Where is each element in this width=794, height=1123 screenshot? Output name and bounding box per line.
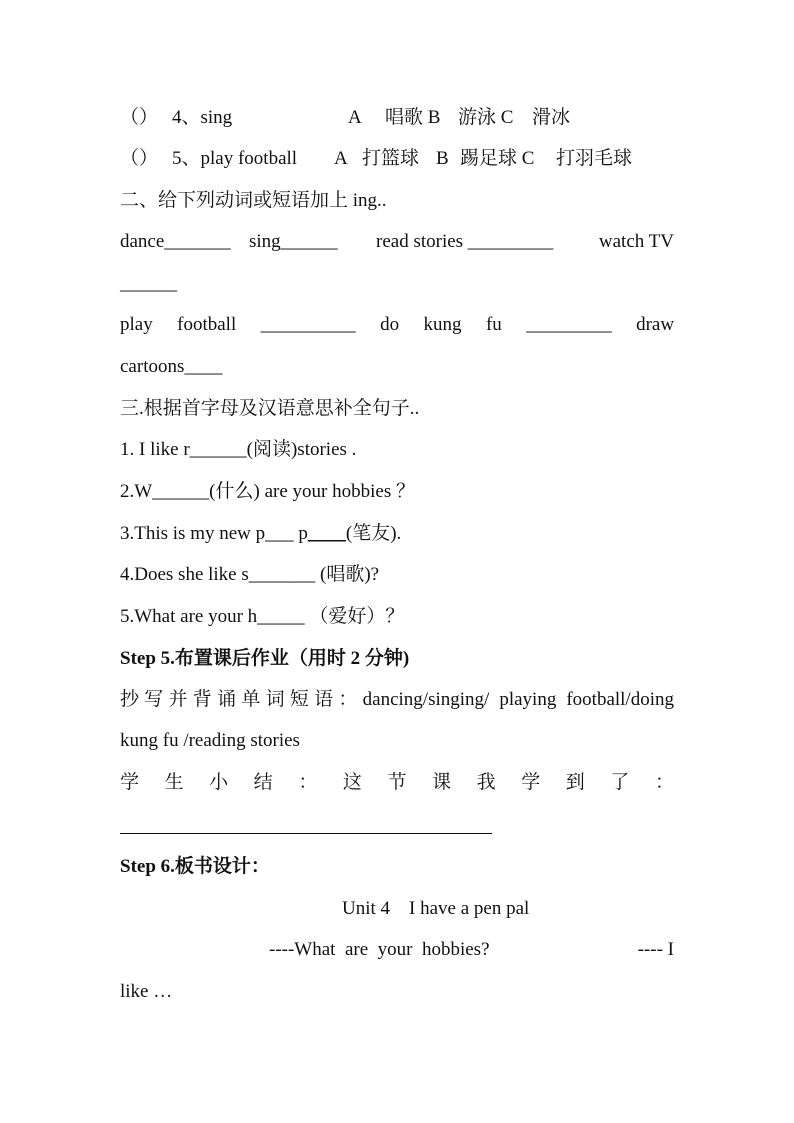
summary-char: 学 [120,772,140,793]
summary-char: 小 [209,772,229,793]
summary-char: ： [654,772,674,793]
summary-char: 生 [164,772,184,793]
unit-title: Unit 4 I have a pen pal [342,898,530,919]
option-c: 滑冰 [532,107,571,128]
section-2-row-1 [120,229,674,255]
section-2-title: 二、给下列动词或短语加上 ing.. [120,190,387,211]
blank: __________ [260,314,356,335]
word: do [380,314,400,335]
board-answer-lead: ---- I [637,939,674,960]
word: football [177,314,237,335]
ing-item-watch-tv: watch TV [598,231,674,252]
summary-char: 到 [565,772,585,793]
option-a-label: A [334,148,348,169]
sentence-5: 5.What are your h_____ （爱好）？ [120,606,405,627]
board-question: ----What are your hobbies? [269,939,490,960]
option-c: 打羽毛球 [556,148,633,169]
word: draw [636,314,675,335]
sentence-3-p: p [298,523,308,544]
word: fu [485,314,502,335]
summary-char: 学 [521,772,541,793]
option-a: 打篮球 [362,148,420,169]
answer-paren: （） [120,148,159,169]
ing-item-read-stories: read stories _________ [376,231,554,252]
section-2-row-2 [120,312,674,338]
ing-item-sing: sing______ [249,231,338,252]
summary-char: 这 [342,772,362,793]
word: kung [423,314,462,335]
summary-char: 节 [387,772,407,793]
sentence-2: 2.W______(什么) are your hobbies ？ [120,481,415,502]
option-b: 游泳 C [458,107,514,128]
choice-item-5 [120,146,674,172]
section-2-row-1-cont: ______ [120,273,177,294]
summary-char: 课 [432,772,452,793]
option-b: 踢足球 C [460,148,535,169]
summary-char: 了 [610,772,630,793]
section-2-row-2-cont: cartoons____ [120,356,223,377]
blank: _________ [526,314,612,335]
choice-item-4 [120,105,674,131]
answer-paren: （） [120,107,159,128]
summary-char: 我 [476,772,496,793]
summary-char: 结 [253,772,273,793]
step-5-line-2: kung fu /reading stories [120,730,300,751]
sentence-4: 4.Does she like s_______ (唱歌)? [120,564,380,585]
summary-answer-line [120,833,492,834]
option-a: 唱歌 B [385,107,441,128]
sentence-3-start: 3.This is my new p___ [120,523,299,544]
sentence-3 [120,521,674,547]
sentence-1: 1. I like r______(阅读)stories . [120,439,357,460]
board-answer-cont: like … [120,981,173,1002]
summary-char: ： [298,772,318,793]
student-summary [120,770,674,796]
option-b-label: B [436,148,449,169]
board-unit-title [120,896,674,922]
sentence-3-end: (笔友). [345,523,402,544]
step-5-line-1: 抄写并背诵单词短语：dancing/singing/ playing football/doing [120,689,674,710]
sentence-3-blank: ____ [307,523,346,544]
choice-word: 5、play football [172,148,298,169]
option-a-label: A [348,107,362,128]
choice-word: 4、sing [172,107,233,128]
step-5-title: Step 5.布置课后作业（用时 2 分钟) [120,648,410,669]
step-6-title: Step 6.板书设计： [120,856,270,877]
word: play [120,314,153,335]
ing-item-dance: dance_______ [120,231,231,252]
board-dialogue [120,937,674,963]
section-3-title: 三.根据首字母及汉语意思补全句子.. [120,398,420,419]
